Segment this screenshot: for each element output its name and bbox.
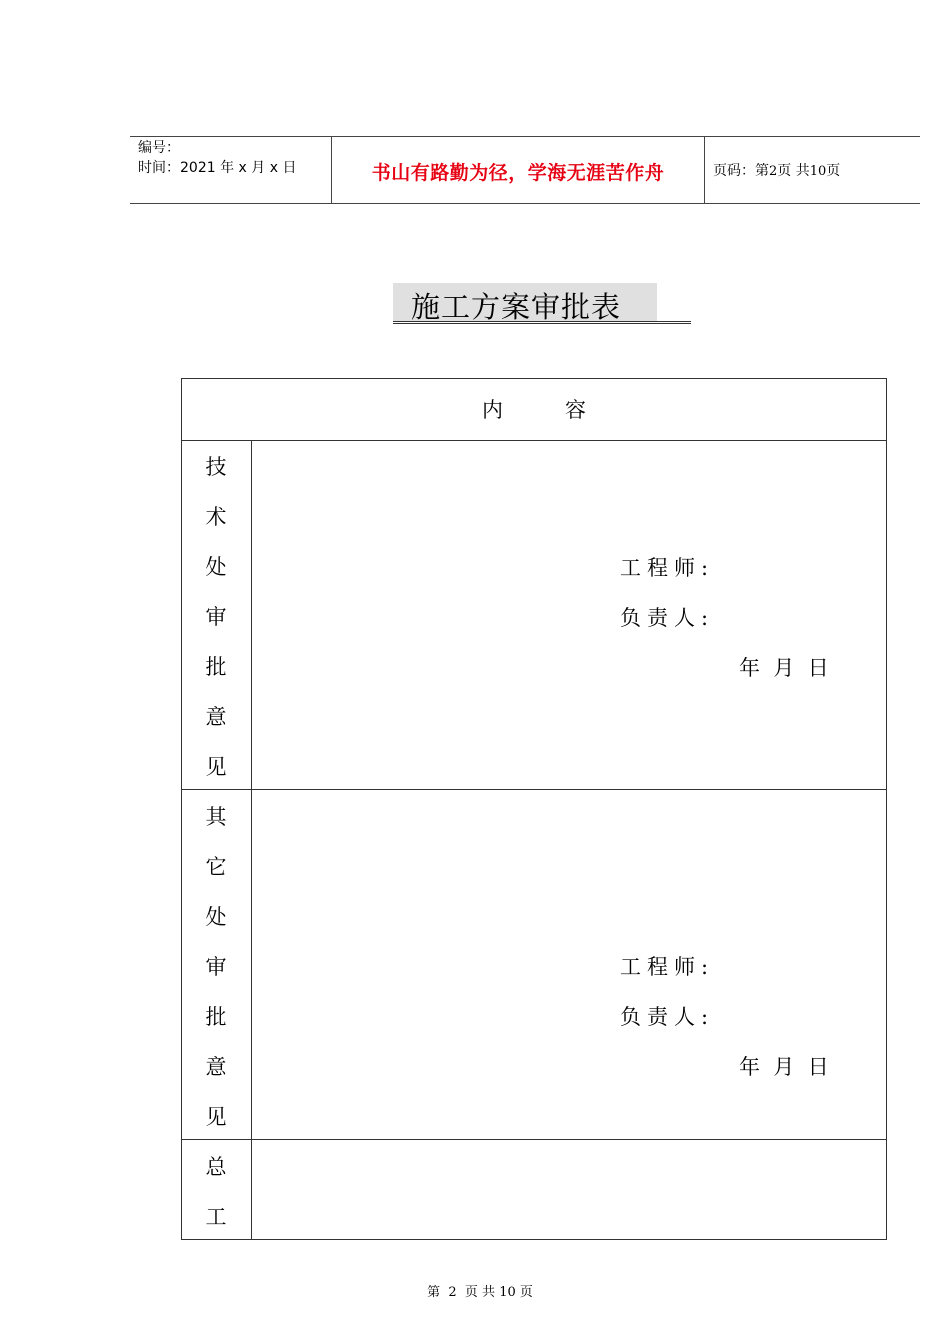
leader-colon: :: [701, 606, 709, 630]
page-total: 10: [809, 164, 827, 179]
label-char: 批: [205, 1005, 227, 1029]
page-prefix: 页码：第: [713, 163, 769, 179]
label-char: 总: [205, 1155, 227, 1179]
document-title-block: [393, 283, 691, 324]
tech-date-line: 年 月 日: [739, 656, 829, 680]
label-char: 术: [205, 505, 227, 529]
page-header: [130, 136, 920, 204]
content-header-cell: [181, 378, 887, 440]
table-row-divider: [181, 1139, 887, 1140]
header-bottom-rule: [130, 203, 920, 204]
other-date-line: 年 月 日: [739, 1055, 829, 1079]
label-char: 意: [205, 705, 227, 729]
label-char: 其: [205, 805, 227, 829]
label-char: 见: [205, 755, 227, 779]
header-motto: 书山有路勤为径，学海无涯苦作舟: [371, 162, 665, 184]
label-char: 意: [205, 1055, 227, 1079]
table-border-bottom: [181, 1239, 887, 1240]
time-label: 时间：2021 年 x 月 x 日: [138, 160, 297, 176]
page-middle: 页 共: [777, 163, 810, 179]
other-leader-signature: [620, 1001, 708, 1031]
tech-engineer-signature: [620, 552, 708, 582]
engineer-colon: :: [701, 955, 709, 979]
footer-page-number: 第 2 页 共 10 页: [427, 1285, 533, 1300]
serial-label: 编号：: [138, 140, 180, 156]
header-meta: [138, 138, 296, 178]
tech-dept-label: [181, 442, 251, 792]
label-char: 处: [205, 905, 227, 929]
leader-label: 负责人: [620, 606, 701, 630]
label-char: 审: [205, 605, 227, 629]
label-char: 批: [205, 655, 227, 679]
content-header-label: 内容: [482, 398, 648, 422]
table-row-divider: [181, 440, 887, 441]
leader-label: 负责人: [620, 1005, 701, 1029]
label-char: 审: [205, 955, 227, 979]
other-dept-label: [181, 792, 251, 1142]
page-footer: [0, 1281, 950, 1300]
table-border-right: [886, 378, 887, 1240]
label-char: 处: [205, 555, 227, 579]
header-top-rule: [130, 136, 920, 137]
table-column-divider: [251, 440, 252, 1240]
other-engineer-signature: [620, 951, 708, 981]
document-title: 施工方案审批表: [411, 290, 622, 324]
engineer-label: 工程师: [620, 955, 701, 979]
approval-table: [181, 378, 887, 1240]
engineer-colon: :: [701, 556, 709, 580]
engineer-label: 工程师: [620, 556, 701, 580]
leader-colon: :: [701, 1005, 709, 1029]
chief-engineer-label: [181, 1142, 251, 1242]
tech-leader-signature: [620, 602, 708, 632]
page-current: 2: [769, 164, 778, 179]
label-char: 它: [205, 855, 227, 879]
label-char: 工: [205, 1205, 227, 1229]
header-page-info: [713, 160, 840, 180]
page-suffix: 页: [826, 163, 841, 179]
table-row-divider: [181, 789, 887, 790]
header-divider-right: [704, 136, 705, 204]
label-char: 技: [205, 455, 227, 479]
label-char: 见: [205, 1105, 227, 1129]
